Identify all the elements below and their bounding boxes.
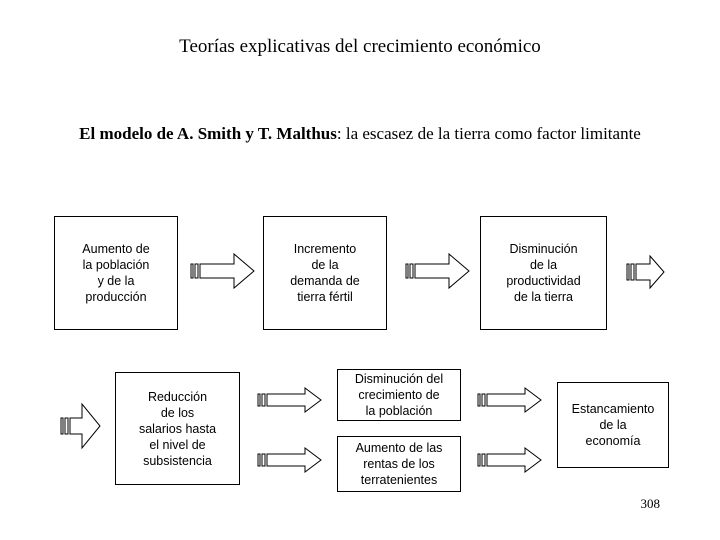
box-reduccion-salarios <box>115 372 240 485</box>
box-disminucion-crecimiento-text: Disminución del crecimiento de la población <box>354 372 444 418</box>
box-incremento-demanda-text: Incremento de la demanda de tierra fértil <box>290 242 360 304</box>
box-aumento-poblacion-text: Aumento de la población y de la producción <box>82 242 150 304</box>
arrow-right-icon <box>60 402 102 450</box>
box-aumento-rentas <box>337 436 461 492</box>
box-disminucion-productividad <box>480 216 607 330</box>
arrow-right-icon <box>257 386 323 414</box>
page-subtitle <box>40 122 680 146</box>
box-incremento-demanda <box>263 216 387 330</box>
arrow-right-icon <box>626 254 666 290</box>
box-disminucion-productividad-text: Disminución de la productividad de la tierra <box>506 242 581 304</box>
subtitle-rest: : la escasez de la tierra como factor limitante <box>336 124 641 143</box>
box-disminucion-crecimiento <box>337 369 461 421</box>
arrow-right-icon <box>257 446 323 474</box>
arrow-right-icon <box>477 386 543 414</box>
box-aumento-rentas-text: Aumento de las rentas de los terratenientes <box>355 441 443 487</box>
box-estancamiento-text: Estancamiento de la economía <box>571 402 655 448</box>
box-reduccion-salarios-text: Reducción de los salarios hasta el nivel de subsistencia <box>138 389 217 468</box>
arrow-right-icon <box>477 446 543 474</box>
box-estancamiento <box>557 382 669 468</box>
arrow-right-icon <box>405 252 471 290</box>
subtitle-bold: El modelo de A. Smith y T. Malthus <box>79 124 337 143</box>
arrow-right-icon <box>190 252 256 290</box>
page-title: Teorías explicativas del crecimiento económico <box>179 36 541 57</box>
page-number: 308 <box>640 496 660 511</box>
box-aumento-poblacion <box>54 216 178 330</box>
